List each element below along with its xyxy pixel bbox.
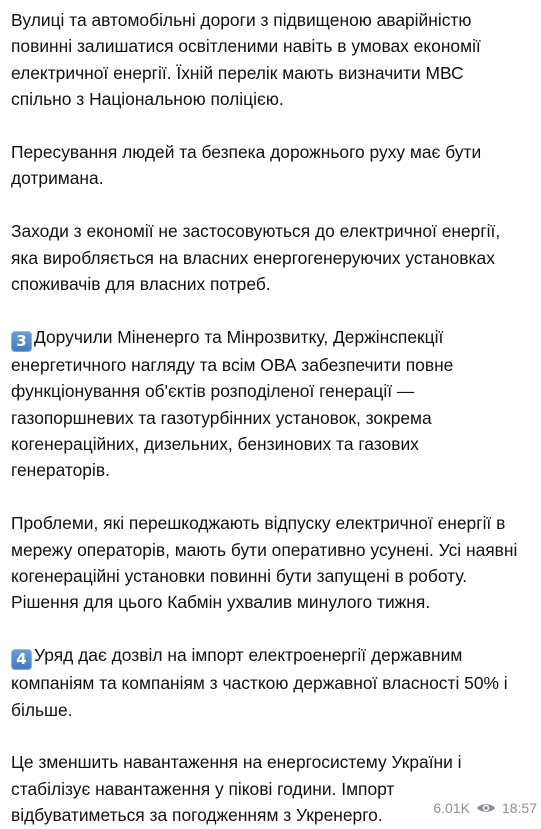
message-line-text: Рішення для цього Кабмін ухвалив минулого тижня. (11, 592, 431, 613)
message-line-text: когенераційні установки повинні бути запущені в роботу. (11, 566, 468, 587)
message-line (11, 510, 531, 536)
message-line-text: Заходи з економії не застосовуються до електричної енергії, (11, 221, 501, 242)
message-line-text: Проблеми, які перешкоджають відпуску електричної енергії в (11, 513, 506, 534)
message-line (11, 563, 531, 589)
message-line-text: мережу операторів, мають бути оперативно усунені. Усі наявні (11, 539, 518, 560)
message-time: 18:57 (501, 800, 537, 816)
message-line-text: дотримана. (11, 168, 104, 189)
message-line (11, 589, 531, 615)
message-paragraph (11, 510, 531, 616)
message-meta (433, 798, 537, 818)
message-line (11, 352, 531, 378)
message-line (11, 431, 531, 457)
message-line (11, 405, 531, 431)
message-line-text: електричної енергії. Їхній перелік мають визначити МВС (11, 62, 464, 83)
message-line-text: когенераційних, дизельних, бензинових та газових (11, 434, 419, 455)
message-line-text: Це зменшить навантаження на енергосистему України і (11, 752, 462, 773)
message-line (11, 697, 531, 723)
message-line-text: енергетичного нагляду та всім ОВА забезпечити повне (11, 354, 454, 375)
message-line (11, 537, 531, 563)
message-line (11, 378, 531, 404)
message-line-text: яка виробляється на власних енергогенеруючих установках (11, 247, 495, 268)
view-count: 6.01K (433, 800, 470, 816)
message-line (11, 60, 531, 86)
message-line-text: споживачів для власних потреб. (11, 274, 271, 295)
message-line-text: стабілізує навантаження у пікові години. Імпорт (11, 778, 395, 799)
message-paragraph (11, 7, 531, 113)
message-line (11, 86, 531, 112)
message-line-text: Доручили Міненерго та Мінрозвитку, Держінспекції (34, 326, 444, 347)
message-paragraph (11, 218, 531, 297)
message-line (11, 7, 531, 33)
message-line-text: газопоршневих та газотурбінних установок, зокрема (11, 407, 432, 428)
message-paragraph (11, 642, 531, 723)
message-line (11, 324, 531, 352)
eye-icon (476, 801, 496, 815)
message-line (11, 457, 531, 483)
message-line-text: Уряд дає дозвіл на імпорт електроенергії державним (34, 645, 463, 666)
message-line-text: генераторів. (11, 460, 110, 481)
message-line (11, 33, 531, 59)
message-paragraph (11, 324, 531, 484)
message-line (11, 218, 531, 244)
message-line-text: компаніям та компаніям з часткою державної власності 50% і (11, 673, 508, 694)
message-line (11, 642, 531, 670)
message-line-text: відбуватиметься за погодженням з Укренерго. (11, 805, 383, 826)
message-line-text: більше. (11, 699, 73, 720)
message-line (11, 245, 531, 271)
message-line (11, 139, 531, 165)
message-line-text: функціонування об'єктів розподіленої генерації — (11, 381, 415, 402)
message-line-text: спільно з Національною поліцією. (11, 89, 284, 110)
message-line (11, 749, 531, 775)
message-line-text: Пересування людей та безпека дорожнього руху має бути (11, 142, 482, 163)
number-keycap-icon: 3 (11, 331, 32, 352)
message-line (11, 670, 531, 696)
message-text (11, 7, 531, 829)
message-paragraph (11, 139, 531, 192)
number-keycap-icon: 4 (11, 649, 32, 670)
message-line (11, 165, 531, 191)
message-line-text: повинні залишатися освітленими навіть в умовах економії (11, 36, 481, 57)
message-line-text: Вулиці та автомобільні дороги з підвищеною аварійністю (11, 10, 472, 30)
message-line (11, 271, 531, 297)
